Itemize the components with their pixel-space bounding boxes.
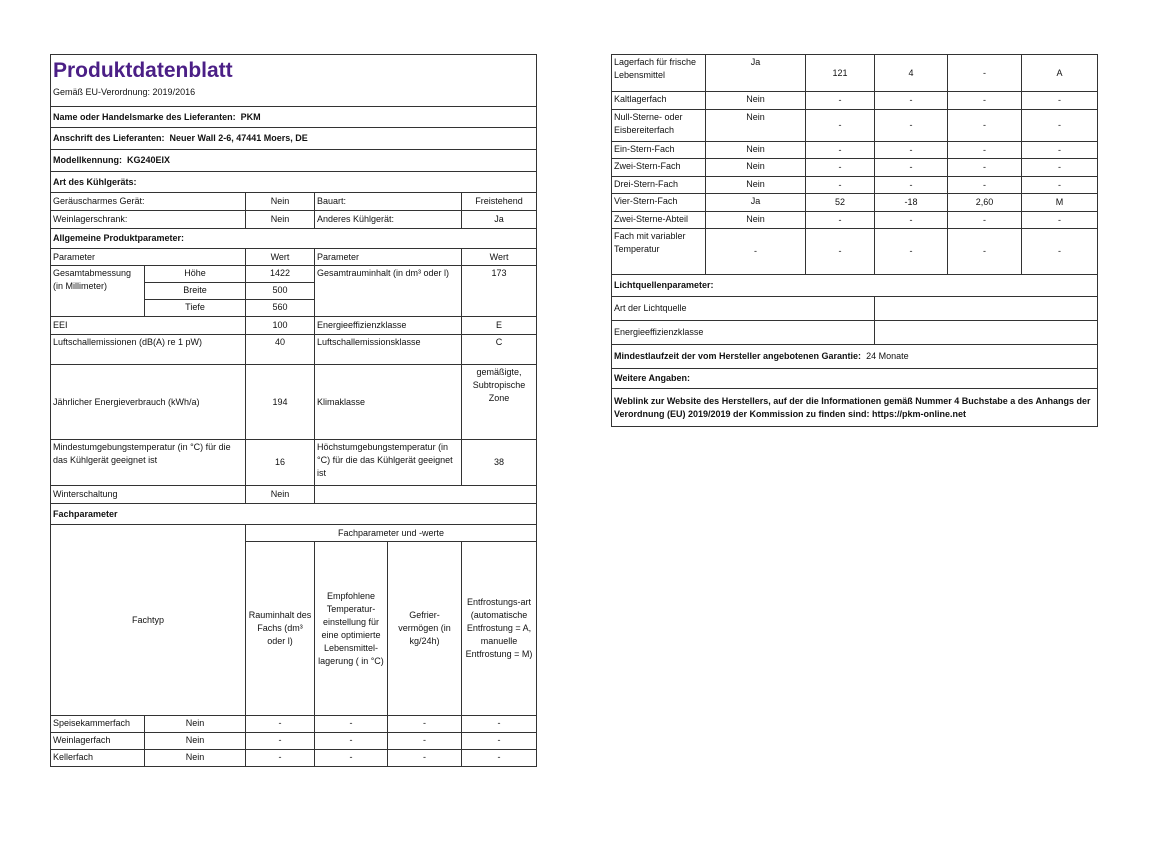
weblink-text: Weblink zur Website des Herstellers, auf der die Informationen gemäß Nummer 4 Buchstabe a des Anhangs der Verordnung (EU) 2019/2019 der Kommission zu finden sind: https://pkm-online.net [612,389,1098,427]
min-temp-value: 16 [246,440,315,486]
title-cell [51,55,537,107]
supplier-address-row [51,128,537,150]
light-class-label: Energieeffizienzklasse [612,321,875,345]
design-value: Freistehend [462,193,537,211]
compartment-volume: 52 [806,194,875,212]
noise-label: Luftschallemissionen (dB(A) re 1 pW) [51,335,246,365]
compartment-freeze: - [388,716,462,733]
right-info-table [611,274,1098,427]
left-sheet [50,54,536,767]
compartment-present: Nein [706,92,806,110]
further-info-heading: Weitere Angaben: [612,369,1098,389]
compartment-freeze: - [948,212,1022,229]
compartment-defrost: - [1022,159,1098,177]
climate-class-value: gemäßigte, Subtropische Zone [462,365,537,440]
compartment-volume: - [246,733,315,750]
max-temp-label: Höchstumgebungstemperatur (in °C) für die das Kühlgerät geeignet ist [315,440,462,486]
height-value: 1422 [246,266,315,283]
compartment-name: Vier-Stern-Fach [612,194,706,212]
compartment-defrost: A [1022,55,1098,92]
compartment-name: Drei-Stern-Fach [612,177,706,194]
compartment-defrost: - [1022,110,1098,142]
compartment-freeze: - [948,92,1022,110]
supplier-address-value: Neuer Wall 2-6, 47441 Moers, DE [169,133,308,143]
compartment-temp: - [875,142,948,159]
eei-label: EEI [51,317,246,335]
compartment-defrost: - [462,733,537,750]
compartment-volume: - [806,177,875,194]
compartment-present: Nein [706,110,806,142]
other-appliance-label: Anderes Kühlgerät: [315,211,462,229]
compartment-present: Nein [706,159,806,177]
compartment-temp: 4 [875,55,948,92]
compartment-defrost: - [1022,212,1098,229]
col-temp-header: Empfohlene Temperatur-einstellung für eine optimierte Lebensmittel-lagerung ( in °C) [315,542,388,716]
table-row [612,92,1098,110]
compartment-temp: -18 [875,194,948,212]
col-defrost-header: Entfrostungs-art (automatische Entfrostung = A, manuelle Entfrostung = M) [462,542,537,716]
depth-label: Tiefe [145,300,246,317]
compartment-freeze: - [948,159,1022,177]
depth-value: 560 [246,300,315,317]
compartment-name: Speisekammerfach [51,716,145,733]
light-type-label: Art der Lichtquelle [612,297,875,321]
col-value-header: Wert [246,249,315,266]
supplier-address-label: Anschrift des Lieferanten: [53,133,165,143]
model-row [51,150,537,172]
compartment-type-header: Fachtyp [51,525,246,716]
compartment-defrost: M [1022,194,1098,212]
table-row [612,212,1098,229]
energy-class-label: Energieeffizienzklasse [315,317,462,335]
low-noise-label: Geräuscharmes Gerät: [51,193,246,211]
supplier-name-label: Name oder Handelsmarke des Lieferanten: [53,111,236,122]
compartment-present: Nein [706,177,806,194]
total-volume-value: 173 [462,266,537,317]
compartment-freeze: - [948,177,1022,194]
compartment-freeze: 2,60 [948,194,1022,212]
compartment-present: Ja [706,194,806,212]
table-row [612,55,1098,92]
compartment-name: Kellerfach [51,750,145,767]
general-params-heading: Allgemeine Produktparameter: [51,229,537,249]
page-title: Produktdatenblatt [53,59,233,82]
light-class-value [875,321,1098,345]
warranty-row [612,345,1098,369]
compartment-volume: - [806,92,875,110]
compartment-freeze: - [948,142,1022,159]
table-row [612,229,1098,275]
compartment-freeze: - [948,229,1022,275]
compartment-defrost: - [462,716,537,733]
type-heading: Art des Kühlgeräts: [51,172,537,193]
table-row [51,733,537,750]
other-appliance-value: Ja [462,211,537,229]
light-heading: Lichtquellenparameter: [612,275,1098,297]
compartment-volume: - [246,716,315,733]
right-compartment-table [611,54,1098,275]
model-value: KG240EIX [127,155,171,165]
compartment-volume: 121 [806,55,875,92]
height-label: Höhe [145,266,246,283]
left-datasheet-table [50,54,537,767]
total-volume-label: Gesamtrauminhalt (in dm³ oder l) [315,266,462,317]
warranty-value: 24 Monate [866,351,909,361]
col-parameter-header-2: Parameter [315,249,462,266]
compartment-present: Nein [145,750,246,767]
compartment-temp: - [875,92,948,110]
noise-class-label: Luftschallemissionsklasse [315,335,462,365]
compartment-name: Ein-Stern-Fach [612,142,706,159]
max-temp-value: 38 [462,440,537,486]
supplier-name-value: PKM [240,111,261,122]
col-parameter-header: Parameter [51,249,246,266]
compartment-defrost: - [1022,92,1098,110]
table-row [612,177,1098,194]
noise-value: 40 [246,335,315,365]
compartment-freeze: - [948,55,1022,92]
compartment-present: - [706,229,806,275]
col-volume-header: Rauminhalt des Fachs (dm³ oder l) [246,542,315,716]
climate-class-label: Klimaklasse [315,365,462,440]
params-values-header: Fachparameter und -werte [246,525,537,542]
col-value-header-2: Wert [462,249,537,266]
annual-energy-value: 194 [246,365,315,440]
compartment-freeze: - [388,733,462,750]
compartment-present: Nein [145,733,246,750]
model-label: Modellkennung: [53,155,122,165]
compartment-temp: - [875,110,948,142]
compartment-name: Null-Sterne- oder Eisbereiterfach [612,110,706,142]
annual-energy-label: Jährlicher Energieverbrauch (kWh/a) [51,365,246,440]
compartment-present: Nein [706,142,806,159]
compartment-volume: - [806,142,875,159]
compartment-name: Kaltlagerfach [612,92,706,110]
compartment-temp: - [315,733,388,750]
compartment-name: Zwei-Sterne-Abteil [612,212,706,229]
compartment-freeze: - [948,110,1022,142]
width-value: 500 [246,283,315,300]
compartment-present: Ja [706,55,806,92]
compartment-volume: - [806,212,875,229]
compartment-defrost: - [462,750,537,767]
supplier-name-row [51,107,537,128]
compartment-defrost: - [1022,177,1098,194]
compartment-temp: - [315,716,388,733]
compartment-temp: - [875,177,948,194]
low-noise-value: Nein [246,193,315,211]
winter-empty-cell [315,486,537,504]
compartment-name: Weinlagerfach [51,733,145,750]
col-freeze-header: Gefrier-vermögen (in kg/24h) [388,542,462,716]
winter-label: Winterschaltung [51,486,246,504]
energy-class-value: E [462,317,537,335]
compartment-defrost: - [1022,229,1098,275]
compartment-volume: - [806,159,875,177]
compartment-name: Lagerfach für frische Lebensmittel [612,55,706,92]
compartment-defrost: - [1022,142,1098,159]
compartment-freeze: - [388,750,462,767]
table-row [612,142,1098,159]
dimensions-label: Gesamtabmessung (in Millimeter) [51,266,145,317]
design-label: Bauart: [315,193,462,211]
winter-value: Nein [246,486,315,504]
compartment-temp: - [875,159,948,177]
width-label: Breite [145,283,246,300]
right-sheet [611,54,1097,427]
compartment-volume: - [246,750,315,767]
compartment-present: Nein [706,212,806,229]
compartment-temp: - [875,212,948,229]
warranty-label: Mindestlaufzeit der vom Hersteller angebotenen Garantie: [614,351,862,361]
noise-class-value: C [462,335,537,365]
compartment-temp: - [315,750,388,767]
wine-cabinet-label: Weinlagerschrank: [51,211,246,229]
compartment-name: Zwei-Stern-Fach [612,159,706,177]
compartment-volume: - [806,110,875,142]
min-temp-label: Mindestumgebungstemperatur (in °C) für die das Kühlgerät geeignet ist [51,440,246,486]
compartment-name: Fach mit variabler Temperatur [612,229,706,275]
table-row [612,159,1098,177]
compartment-present: Nein [145,716,246,733]
compartment-temp: - [875,229,948,275]
eei-value: 100 [246,317,315,335]
table-row [612,110,1098,142]
regulation-text: Gemäß EU-Verordnung: 2019/2016 [53,87,196,97]
light-type-value [875,297,1098,321]
compartment-volume: - [806,229,875,275]
wine-cabinet-value: Nein [246,211,315,229]
table-row [51,750,537,767]
table-row [612,194,1098,212]
compartment-heading: Fachparameter [51,504,537,525]
table-row [51,716,537,733]
